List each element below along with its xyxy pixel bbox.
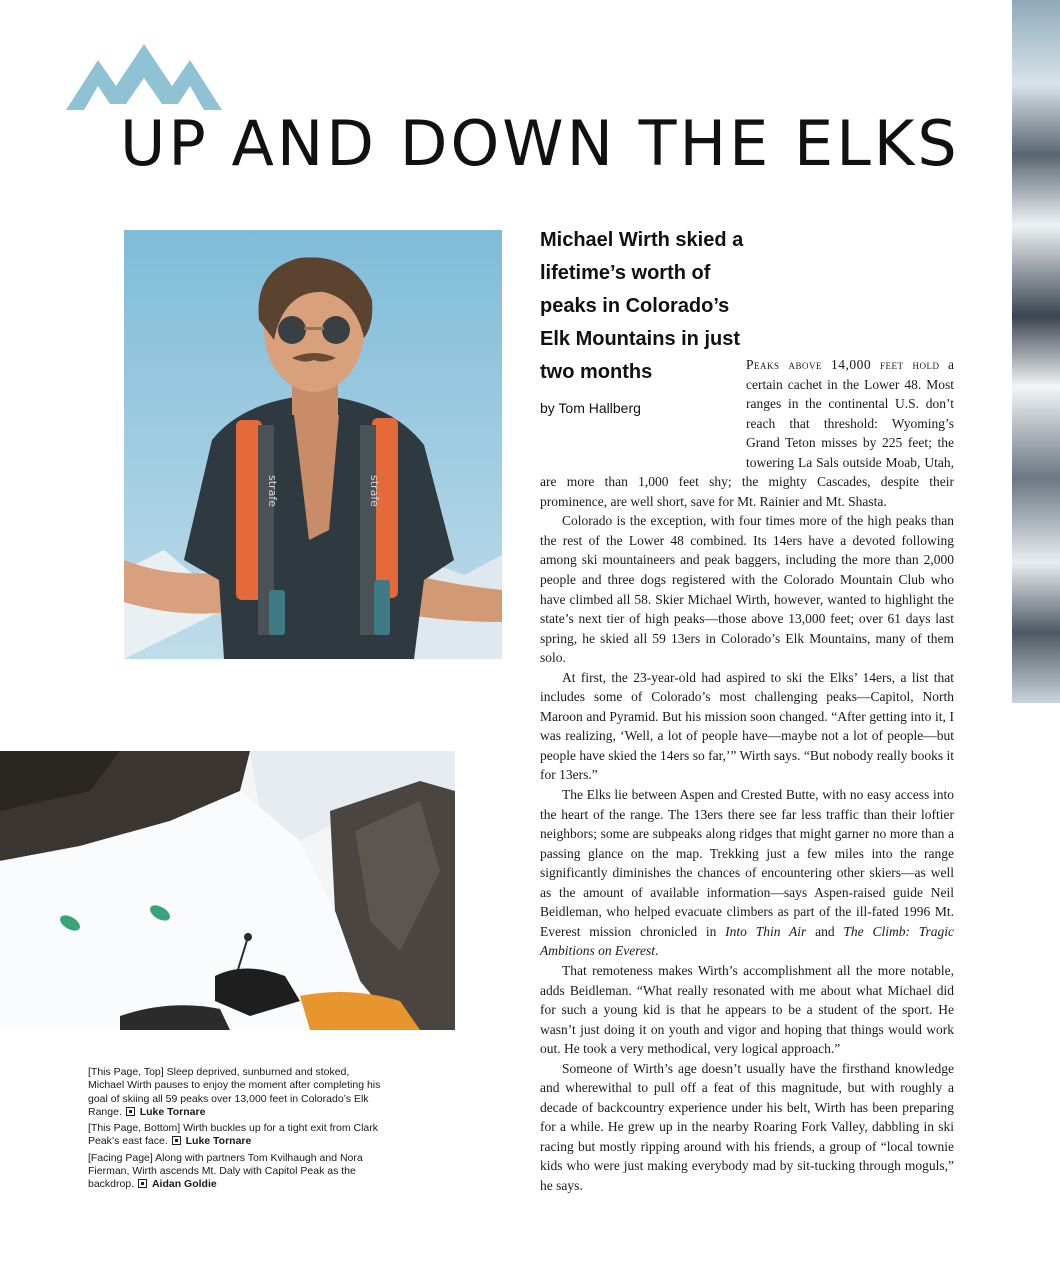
byline: by Tom Hallberg <box>540 400 641 416</box>
paragraph: The Elks lie between Aspen and Crested Butte, with no easy access into the heart of the range. The 13ers there see far less traffic than their loftier neighbors; some are subpeaks along ridges that might garner no more than a passing glance on the map. Trekking just a few miles into the range significantly diminishes the chances of encountering other skiers—as well as the amount of available information—says Aspen-raised guide Neil Beidleman, who helped evacuate climbers as part of the ill-fated 1996 Mt. Everest mission chronicled in Into Thin Air and The Climb: Tragic Ambitions on Everest. <box>540 787 955 959</box>
book-title: Into Thin Air <box>725 923 807 939</box>
article-deck: Michael Wirth skied a lifetime’s worth of peaks in Colorado’s Elk Mountains in just two months <box>540 229 744 383</box>
paragraph: At first, the 23-year-old had aspired to ski the Elks’ 14ers, a list that includes some of Colorado’s most challenging peaks—Capitol, North Maroon and Pyramid. But his mission soon changed. “After getting into it, I was realizing, ‘Well, a lot of people have—maybe not a lot of people—but people have skied the 14ers so far,’” Wirth says. “But nobody really books it for 13ers.” <box>540 669 954 783</box>
strap-brand-text: strafe <box>368 475 381 507</box>
article-title: UP AND DOWN THE ELKS <box>120 107 960 180</box>
facing-page-photo-edge <box>1012 0 1060 703</box>
strap-brand-text: strafe <box>266 475 279 507</box>
photo-captions <box>88 1066 383 1195</box>
camera-icon <box>126 1107 135 1116</box>
book-title: The Climb: Tragic Ambitions on Everest <box>540 923 955 959</box>
mountain-logo-icon <box>66 42 222 112</box>
caption: [This Page, Top] Sleep deprived, sunburned and stoked, Michael Wirth pauses to enjoy the moment after completing his goal of skiing all 59 peaks over 13,000 feet in Colorado’s Elk Range. Luke Tornare <box>88 1066 381 1118</box>
paragraph: Someone of Wirth’s age doesn’t usually have the firsthand knowledge and wherewithal to pull off a feat of this magnitude, but with roughly a decade of backcountry experience under his belt, Wirth has been preparing for a while. He grew up in the nearby Roaring Fork Valley, dabbling in ski racing but mostly ripping around with his friends, a group of “local townie kids who were just making everybody mad by sit-tucking through moguls,” he says. <box>540 1060 954 1193</box>
paragraph: Colorado is the exception, with four times more of the high peaks than the rest of the Lower 48 combined. Its 14ers have a devoted following among ski mountaineers and peak baggers, including the more than 2,000 people and three dogs registered with the Colorado Mountain Club who have climbed all 58. Skier Michael Wirth, however, wanted to highlight the state’s next tier of high peaks—those above 13,000 feet; over 61 days last spring, he skied all 59 13ers in Colorado’s Elk Mountains, many of them solo. <box>540 513 954 666</box>
paragraph: That remoteness makes Wirth’s accomplishment all the more notable, adds Beidleman. “What really resonated with me about what Michael did for such a young kid is that he appears to be a student of the sport. He wasn’t just doing it on youth and vigor and hoping that things would work out. He took a very methodical, very logical approach.” <box>540 962 954 1057</box>
article-body <box>540 355 954 1196</box>
photo-credit: Aidan Goldie <box>151 1178 217 1191</box>
camera-icon <box>172 1136 181 1145</box>
portrait-photo <box>124 230 502 659</box>
photo-credit: Luke Tornare <box>139 1105 206 1118</box>
caption: [Facing Page] Along with partners Tom Kvilhaugh and Nora Fierman, Wirth ascends Mt. Daly with Capitol Peak as the backdrop. Aidan Goldie <box>88 1151 363 1191</box>
lead-in: Peaks above 14,000 feet hold <box>746 357 940 372</box>
camera-icon <box>138 1179 147 1188</box>
caption: [This Page, Bottom] Wirth buckles up for a tight exit from Clark Peak’s east face. Luke Tornare <box>88 1122 379 1148</box>
ski-couloir-photo <box>0 751 455 1030</box>
paragraph: Peaks above 14,000 feet hold a certain cachet in the Lower 48. Most ranges in the continental U.S. don’t reach that threshold: Wyoming’s Grand Teton misses by 225 feet; the towering La Sals outside Moab, Utah, are more than 1,000 feet shy; the mighty Cascades, despite their prominence, are well short, save for Mt. Rainier and Mt. Shasta. <box>540 357 954 509</box>
photo-credit: Luke Tornare <box>185 1135 252 1148</box>
